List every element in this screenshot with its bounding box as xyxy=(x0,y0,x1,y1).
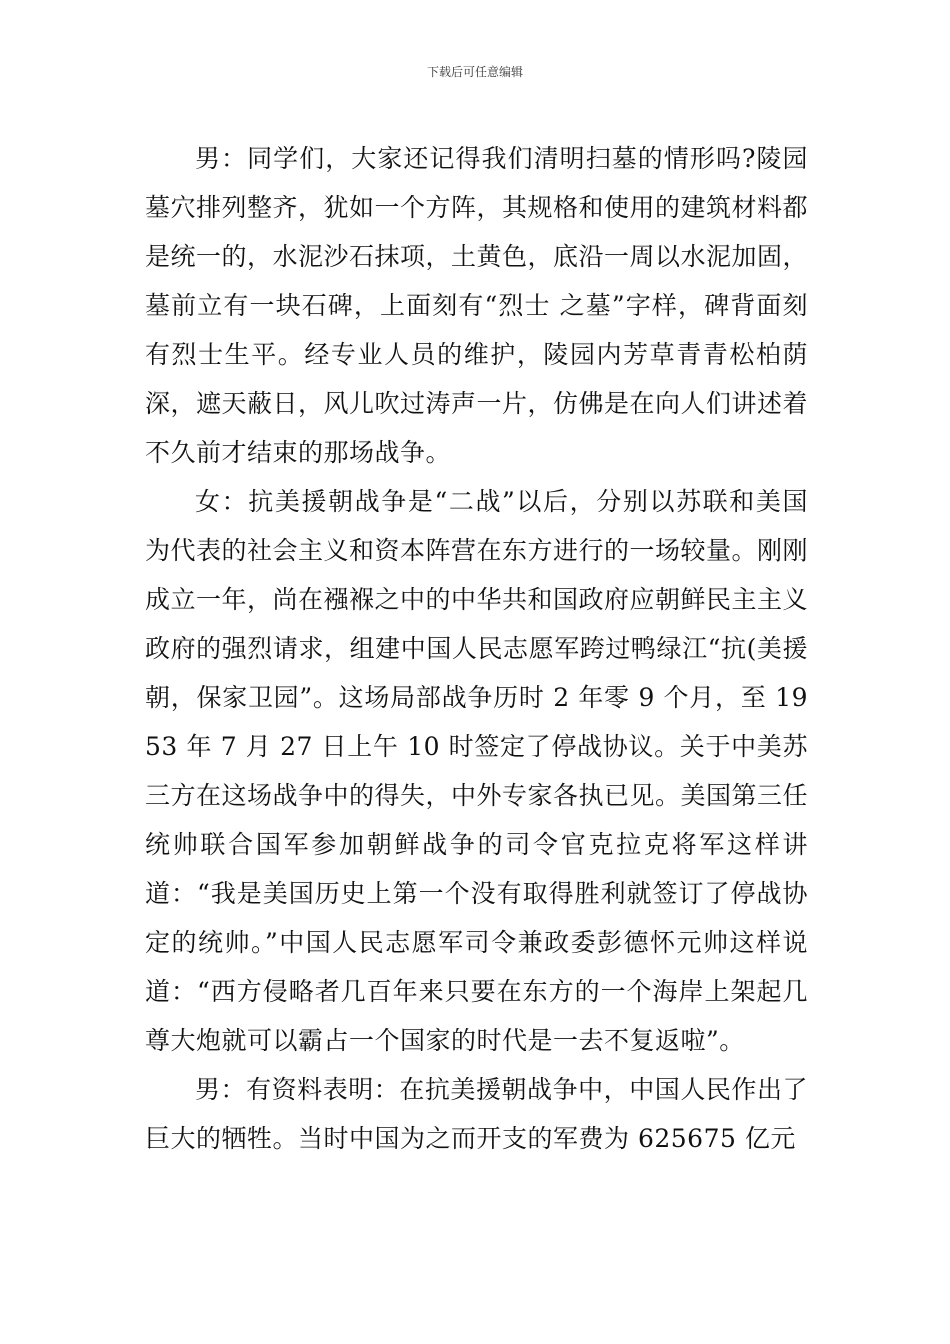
document-body xyxy=(145,134,808,1163)
paragraph-2: 女：抗美援朝战争是“二战”以后，分别以苏联和美国为代表的社会主义和资本阵营在东方进行的一场较量。刚刚成立一年，尚在襁褓之中的中华共和国政府应朝鲜民主主义政府的强烈请求，组建中国人民志愿军跨过鸭绿江“抗(美援朝，保家卫园”。这场局部战争历时 2 年零 9 个月，至 1953 年 7 月 27 日上午 10 时签定了停战协议。关于中美苏三方在这场战争中的得失，中外专家各执已见。美国第三任统帅联合国军参加朝鲜战争的司令官克拉克将军这样讲道：“我是美国历史上第一个没有取得胜利就签订了停战协定的统帅。”中国人民志愿军司令兼政委彭德怀元帅这样说道：“西方侵略者几百年来只要在东方的一个海岸上架起几尊大炮就可以霸占一个国家的时代是一去不复返啦”。 xyxy=(145,487,809,1055)
page-header: 下载后可任意编辑 xyxy=(426,65,523,79)
paragraph-1: 男：同学们，大家还记得我们清明扫墓的情形吗?陵园墓穴排列整齐，犹如一个方阵，其规格和使用的建筑材料都是统一的，水泥沙石抹项，土黄色，底沿一周以水泥加固，墓前立有一块石碑，上面刻有“烈士 之墓”字样，碑背面刻有烈士生平。经专业人员的维护，陵园内芳草青青松柏荫深，遮天蔽日，风儿吹过涛声一片，仿佛是在向人们讲述着不久前才结束的那场战争。 xyxy=(145,144,809,467)
paragraph-3: 男：有资料表明：在抗美援朝战争中，中国人民作出了巨大的牺牲。当时中国为之而开支的军费为 625675 亿元 xyxy=(145,1075,808,1153)
